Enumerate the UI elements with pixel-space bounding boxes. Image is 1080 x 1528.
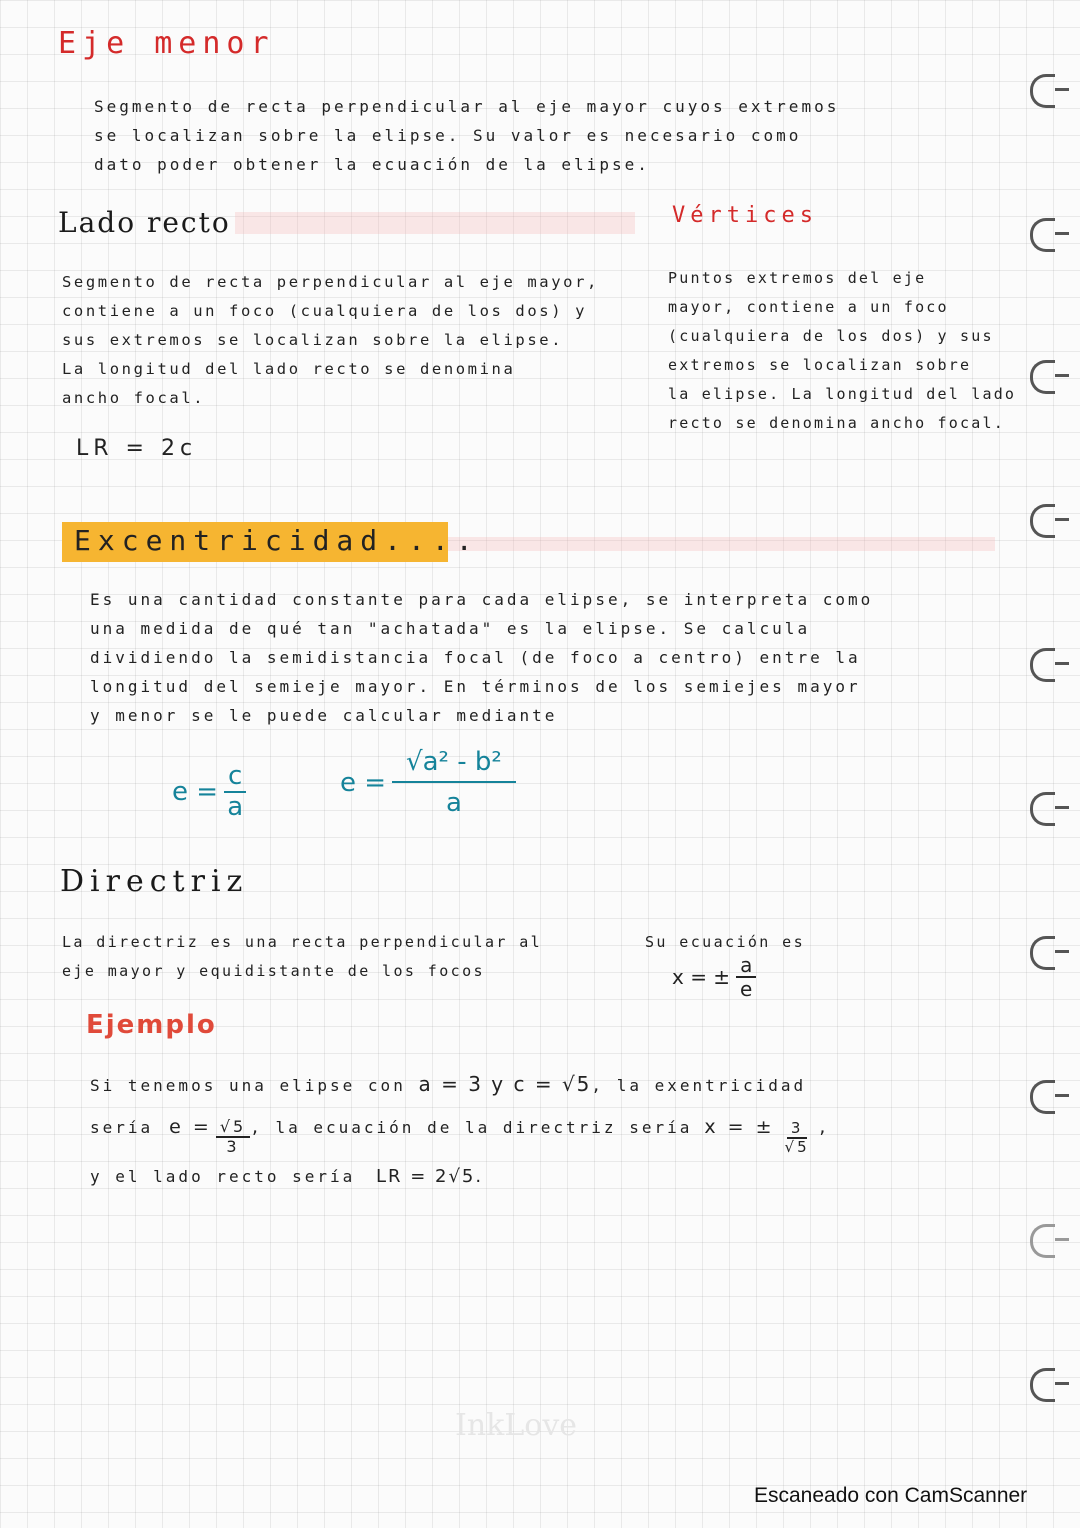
text-segment: sería	[90, 1118, 154, 1138]
fraction-denominator: 3	[226, 1136, 240, 1156]
fraction	[224, 762, 246, 821]
text-line: mayor, contiene a un foco	[668, 298, 949, 316]
eje-menor-paragraph	[94, 92, 894, 179]
fraction-numerator: c	[224, 762, 246, 793]
text-line: la elipse. La longitud del lado	[668, 385, 1017, 403]
text-line: dividiendo la semidistancia focal (de foco a centro) entre la	[90, 648, 861, 667]
binder-ring-icon	[1030, 792, 1055, 826]
text-line: longitud del semieje mayor. En términos de los semiejes mayor	[90, 677, 861, 696]
eccentricity-formula-2	[340, 748, 516, 817]
lado-recto-paragraph	[62, 268, 652, 413]
directriz-paragraph	[62, 928, 622, 986]
binder-ring-icon	[1030, 936, 1055, 970]
fraction-numerator: √5	[216, 1118, 250, 1138]
lado-recto-formula: LR = 2c	[76, 436, 198, 461]
text-line: sus extremos se localizan sobre la elipse.	[62, 331, 564, 349]
section-title-directriz: Directriz	[60, 864, 249, 899]
math-segment: e =	[169, 1116, 212, 1139]
text-segment: y el lado recto sería	[90, 1167, 356, 1186]
binder-ring-icon	[1030, 648, 1055, 682]
text-line: una medida de qué tan "achatada" es la elipse. Se calcula	[90, 619, 811, 638]
fraction	[785, 1120, 810, 1155]
formula-lhs: e =	[340, 767, 387, 798]
highlight-band	[440, 537, 995, 551]
text-line: extremos se localizan sobre	[668, 356, 972, 374]
text-line: se localizan sobre la elipse. Su valor es necesario como	[94, 126, 802, 145]
vertices-paragraph	[668, 264, 1038, 438]
text-line: contiene a un foco (cualquiera de los dos) y	[62, 302, 587, 320]
text-line: dato poder obtener la ecuación de la elipse.	[94, 155, 650, 174]
watermark: InkLove	[455, 1408, 578, 1443]
binder-ring-icon	[1030, 504, 1055, 538]
fraction-denominator: a	[445, 787, 462, 818]
text-segment: , la exentricidad	[591, 1076, 807, 1095]
section-title-eje-menor: Eje menor	[58, 26, 275, 61]
math-segment: a = 3 y c = √5	[418, 1072, 592, 1096]
binder-ring-icon	[1030, 218, 1055, 252]
text-segment: , la ecuación de la directriz sería	[250, 1118, 693, 1138]
binder-ring-icon	[1030, 1224, 1055, 1258]
text-line: y menor se le puede calcular mediante	[90, 706, 558, 725]
fraction-denominator: √5	[784, 1137, 810, 1156]
section-title-lado-recto: Lado recto	[58, 206, 231, 239]
ejemplo-line-1	[90, 1070, 950, 1100]
text-line: Segmento de recta perpendicular al eje mayor,	[62, 273, 599, 291]
formula-lhs: x = ±	[672, 965, 731, 989]
fraction	[392, 748, 516, 817]
section-title-ejemplo: Ejemplo	[86, 1010, 217, 1040]
binder-ring-icon	[1030, 1368, 1055, 1402]
binder-ring-icon	[1030, 74, 1055, 108]
text-line: recto se denomina ancho focal.	[668, 414, 1005, 432]
fraction-denominator: a	[227, 791, 244, 822]
section-title-vertices: Vértices	[672, 203, 818, 228]
ejemplo-line-2	[90, 1100, 970, 1155]
highlight-band	[235, 212, 635, 234]
text-line: La longitud del lado recto se denomina	[62, 360, 516, 378]
math-segment: LR = 2√5.	[375, 1166, 484, 1187]
text-line: Es una cantidad constante para cada elipse, se interpreta como	[90, 590, 874, 609]
fraction-denominator: e	[740, 977, 753, 1001]
text-line: La directriz es una recta perpendicular al	[62, 933, 543, 951]
fraction-numerator: a	[736, 954, 756, 978]
text-segment: ,	[817, 1118, 831, 1138]
section-title-excentricidad: Excentricidad....	[74, 524, 480, 557]
text-segment: Si tenemos una elipse con	[90, 1076, 406, 1095]
directriz-equation	[672, 954, 756, 1000]
fraction-numerator: 3	[787, 1120, 808, 1139]
math-segment: x = ±	[704, 1116, 775, 1139]
excentricidad-paragraph	[90, 585, 920, 730]
text-line: eje mayor y equidistante de los focos	[62, 962, 485, 980]
formula-lhs: e =	[172, 776, 219, 807]
ejemplo-line-3	[90, 1162, 483, 1191]
text-line: Segmento de recta perpendicular al eje mayor cuyos extremos	[94, 97, 840, 116]
text-line: ancho focal.	[62, 389, 206, 407]
fraction-numerator: √a² - b²	[392, 748, 516, 783]
directriz-equation-label: Su ecuación es	[645, 933, 806, 951]
footer-scanner-label: Escaneado con CamScanner	[754, 1484, 1028, 1507]
fraction	[216, 1118, 250, 1155]
binder-ring-icon	[1030, 1080, 1055, 1114]
text-line: (cualquiera de los dos) y sus	[668, 327, 994, 345]
text-line: Puntos extremos del eje	[668, 269, 927, 287]
fraction	[736, 954, 756, 1000]
eccentricity-formula-1	[172, 762, 246, 821]
